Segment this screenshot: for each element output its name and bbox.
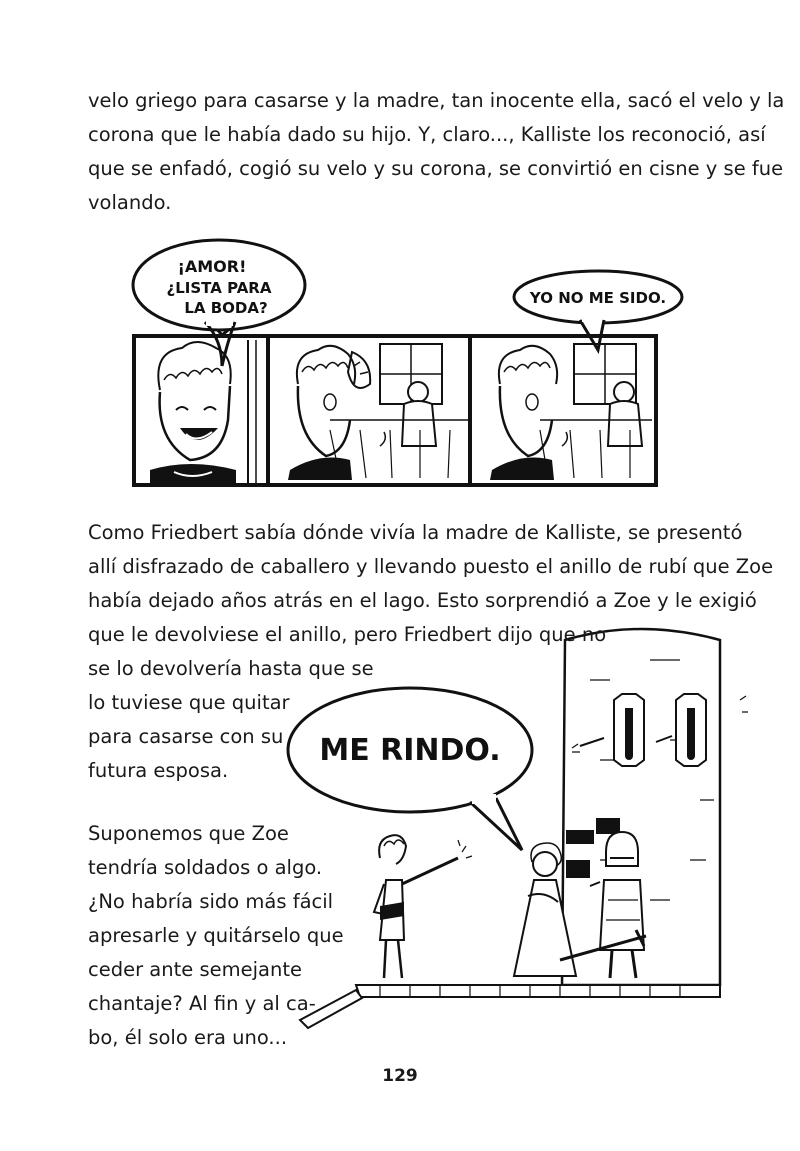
bubble-line: YO NO ME SIDO. [529,289,667,307]
text-line: velo griego para casarse y la madre, tan inocente ella, sacó el velo y la [88,89,785,112]
text-line: se lo devolvería hasta que se [88,657,374,680]
panel-3 [490,344,652,480]
text-line: futura esposa. [88,759,229,782]
text-line: que le devolviese el anillo, pero Friedbert dijo que no [88,623,607,646]
text-line: Suponemos que Zoe [88,822,289,845]
panel-2 [272,340,470,480]
page-number: 129 [382,1066,418,1086]
comic-strip [133,240,682,485]
text-line: corona que le había dado su hijo. Y, claro..., Kalliste los reconoció, así [88,123,766,146]
text-line: bo, él solo era uno... [88,1026,288,1049]
text-line: que se enfadó, cogió su velo y su corona, se convirtió en cisne y se fue [88,157,784,180]
text-line: apresarle y quitárselo que [88,924,344,947]
text-line: chantaje? Al fin y al ca- [88,992,316,1015]
text-line: Como Friedbert sabía dónde vivía la madre de Kalliste, se presentó [88,521,743,544]
bubble-line: ¡AMOR! [177,257,247,276]
bubble-line: LA BODA? [184,299,268,317]
text-line: ¿No habría sido más fácil [88,890,334,913]
bubble-line: ¿LISTA PARA [166,279,272,297]
text-line: allí disfrazado de caballero y llevando puesto el anillo de rubí que Zoe [88,555,774,578]
bubble-line: ME RINDO. [319,733,501,768]
text-line: lo tuviese que quitar [88,691,290,714]
text-line: para casarse con su [88,725,284,748]
panel-1 [150,340,256,484]
text-line: ceder ante semejante [88,958,302,981]
paragraph-3 [88,817,718,1055]
text-line: había dejado años atrás en el lago. Esto sorprendió a Zoe y le exigió [88,589,757,612]
text-line: volando. [88,191,172,214]
text-line: tendría soldados o algo. [88,856,323,879]
paragraph-2 [88,516,774,788]
